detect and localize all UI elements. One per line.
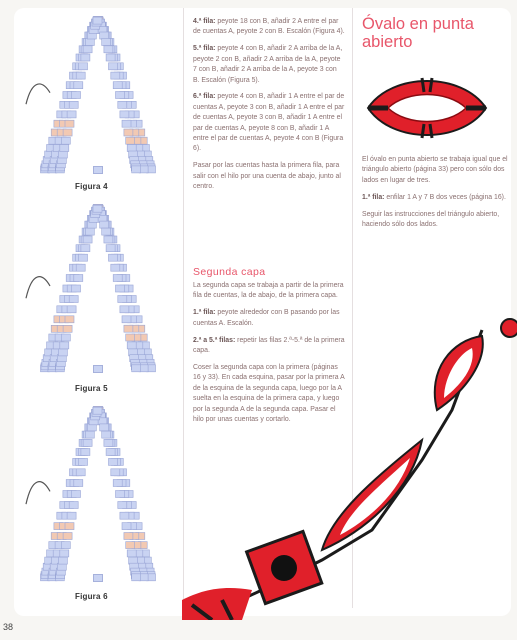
bead bbox=[94, 575, 103, 582]
bead bbox=[106, 245, 115, 252]
bead bbox=[94, 167, 103, 174]
bead bbox=[79, 63, 88, 70]
bead bbox=[58, 557, 67, 564]
bead bbox=[94, 366, 103, 373]
bead bbox=[106, 54, 115, 61]
bead bbox=[74, 82, 83, 89]
bead bbox=[81, 54, 90, 61]
bead bbox=[93, 205, 102, 212]
row-6-paragraph: 6.ª fila: peyote 4 con B, añadir 1 A entre el par de cuentas A, peyote 3 con B, añadir 1 A entre el par de cuentas A, peyote 3 con B, añadir 1 A entre el par de cuentas A, peyote 8 con B, añadir 1 A entre el par de cuentas A, peyote 4 con B (Figura 6). bbox=[193, 93, 345, 153]
bead bbox=[132, 574, 141, 581]
bead bbox=[74, 480, 83, 487]
bead bbox=[72, 285, 81, 292]
thread-line bbox=[26, 277, 50, 299]
bead bbox=[67, 306, 76, 313]
bead bbox=[109, 458, 118, 465]
bead bbox=[120, 306, 129, 313]
bead bbox=[63, 533, 72, 540]
figure-4-diagram bbox=[24, 14, 164, 178]
bead bbox=[122, 523, 131, 530]
bead bbox=[122, 316, 131, 323]
bead bbox=[76, 72, 85, 79]
bead bbox=[58, 151, 67, 158]
bead bbox=[120, 512, 129, 519]
bead bbox=[58, 349, 67, 356]
bead bbox=[85, 228, 94, 235]
bead bbox=[106, 449, 115, 456]
bead bbox=[118, 101, 127, 108]
bead bbox=[76, 469, 85, 476]
bead bbox=[60, 342, 69, 349]
second-layer-rows-2-5: 2.ª a 5.ª filas: repetir las filas 2.ª-5.ª de la primera capa. bbox=[193, 336, 345, 355]
bead bbox=[83, 439, 92, 446]
bead bbox=[111, 72, 120, 79]
bead bbox=[93, 407, 102, 414]
bead bbox=[132, 365, 141, 372]
bead bbox=[116, 92, 125, 99]
bead bbox=[79, 254, 88, 261]
bead bbox=[67, 111, 76, 118]
bead bbox=[61, 542, 70, 549]
bead bbox=[118, 502, 127, 509]
bead bbox=[124, 129, 133, 136]
bead bbox=[116, 491, 125, 498]
figure-5-caption: Figura 5 bbox=[75, 384, 108, 393]
bead bbox=[127, 342, 136, 349]
bead bbox=[60, 145, 69, 152]
oval-follow: Seguir las instrucciones del triángulo abierto, haciendo sólo dos lados. bbox=[362, 210, 500, 229]
bead bbox=[81, 245, 90, 252]
bead bbox=[100, 32, 109, 39]
bead bbox=[126, 137, 135, 144]
bead bbox=[76, 264, 85, 271]
bead bbox=[126, 334, 135, 341]
bead bbox=[118, 296, 127, 303]
figure-6-caption: Figura 6 bbox=[75, 592, 108, 601]
bead bbox=[104, 236, 113, 243]
bead bbox=[93, 17, 102, 24]
bead bbox=[83, 46, 92, 53]
bead bbox=[85, 431, 94, 438]
oval-row-1: 1.ª fila: enfilar 1 A y 7 B dos veces (página 16). bbox=[362, 193, 506, 201]
section-heading-segunda-capa: Segunda capa bbox=[193, 266, 266, 278]
bead bbox=[61, 334, 70, 341]
bead bbox=[109, 254, 118, 261]
bead bbox=[72, 92, 81, 99]
bead bbox=[124, 325, 133, 332]
bead bbox=[79, 458, 88, 465]
bead bbox=[127, 550, 136, 557]
bead bbox=[60, 550, 69, 557]
bead bbox=[102, 228, 111, 235]
bead bbox=[63, 129, 72, 136]
bead bbox=[100, 221, 109, 228]
open-oval-photo bbox=[362, 68, 492, 148]
bead bbox=[132, 166, 141, 173]
bead bbox=[113, 480, 122, 487]
bead bbox=[124, 533, 133, 540]
thread-line bbox=[26, 482, 50, 504]
bead bbox=[74, 275, 83, 282]
row-5-paragraph: 5.ª fila: peyote 4 con B, añadir 2 A arriba de la A, peyote 2 con B, añadir 2 A arriba de la A, peyote 7 con B, añadir 2 A arriba de la A, peyote 3 con B. Escalón (Figura 5). bbox=[193, 45, 343, 84]
bead bbox=[102, 39, 111, 46]
bead bbox=[85, 39, 94, 46]
bead bbox=[100, 424, 109, 431]
figure-5-diagram bbox=[24, 202, 164, 377]
bead bbox=[116, 285, 125, 292]
bead bbox=[69, 296, 78, 303]
bead bbox=[69, 101, 78, 108]
thread-line bbox=[26, 84, 50, 104]
bead bbox=[113, 82, 122, 89]
page-number: 38 bbox=[3, 622, 14, 632]
bead bbox=[63, 325, 72, 332]
figure-6-diagram bbox=[24, 404, 164, 586]
bead bbox=[81, 449, 90, 456]
bead bbox=[113, 275, 122, 282]
bead bbox=[65, 120, 74, 127]
bead bbox=[67, 512, 76, 519]
bead bbox=[126, 542, 135, 549]
bead bbox=[65, 523, 74, 530]
bead bbox=[127, 145, 136, 152]
second-layer-row-1: 1.ª fila: peyote alrededor con B pasando por las cuentas A. Escalón. bbox=[193, 309, 340, 327]
second-layer-intro: La segunda capa se trabaja a partir de la primera fila de cuentas, la de abajo, de la primera capa. bbox=[193, 282, 344, 300]
bead bbox=[109, 63, 118, 70]
bead bbox=[104, 46, 113, 53]
sew-layers-paragraph: Coser la segunda capa con la primera (páginas 16 y 33). En cada esquina, pasar por la primera A de la esquina de la segunda capa, luego por la A suelta en la esquina de la primera capa, y luego por la segunda A de la segunda capa. Pasar el hilo por unas cuentas y cortarlo. bbox=[193, 363, 345, 423]
oval-intro: El óvalo en punta abierto se trabaja igual que el triángulo abierto (página 33) pero con sólo dos lados en lugar de tres. bbox=[362, 156, 508, 184]
bead bbox=[69, 502, 78, 509]
bead bbox=[102, 431, 111, 438]
bead bbox=[72, 491, 81, 498]
instructions-column bbox=[193, 17, 345, 199]
row-4-paragraph: 4.ª fila: peyote 18 con B, añadir 2 A entre el par de cuentas A, peyote 2 con B. Escalón (Figura 4). bbox=[193, 18, 345, 36]
finish-paragraph: Pasar por las cuentas hasta la primera fila, para salir con el hilo por una cuenta de abajo, junto al centro. bbox=[193, 162, 341, 191]
figure-4-caption: Figura 4 bbox=[75, 182, 108, 191]
bead bbox=[111, 469, 120, 476]
bead bbox=[122, 120, 131, 127]
oval-instructions bbox=[362, 155, 508, 237]
bead bbox=[104, 439, 113, 446]
section-title: Óvalo en punta abierto bbox=[362, 15, 474, 51]
bead bbox=[111, 264, 120, 271]
bracelet-photo bbox=[182, 300, 517, 620]
bead bbox=[61, 137, 70, 144]
bead bbox=[83, 236, 92, 243]
bead bbox=[120, 111, 129, 118]
bead bbox=[65, 316, 74, 323]
